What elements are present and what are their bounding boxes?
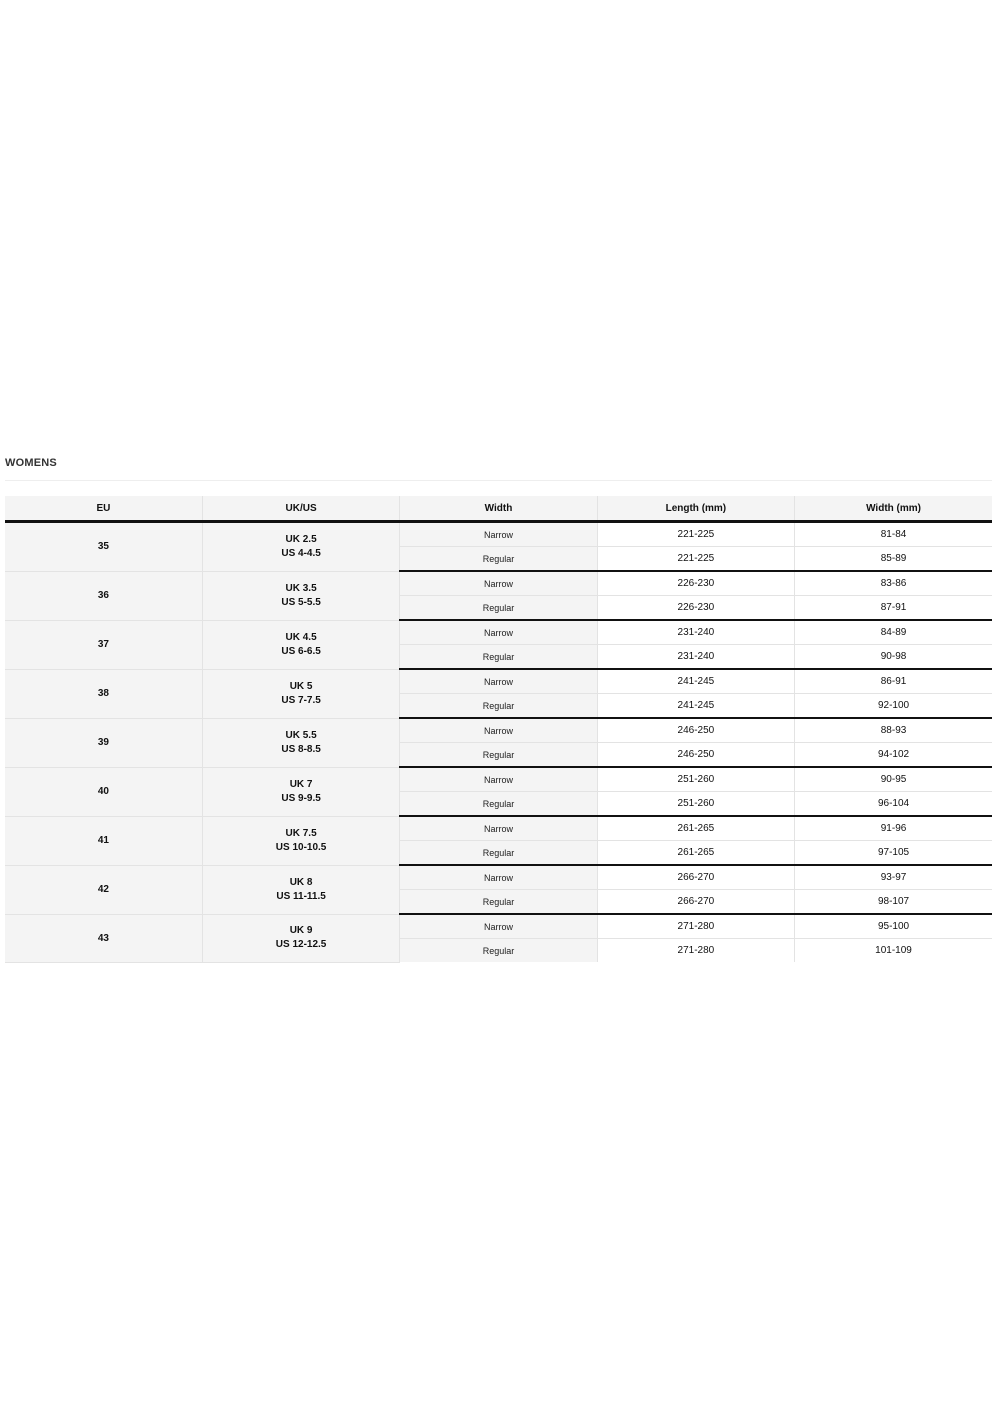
- width-type-cell: Regular: [400, 939, 597, 963]
- table-row: [5, 718, 992, 743]
- width-type-cell: Narrow: [400, 522, 597, 547]
- width-mm-cell: 86-91: [795, 669, 992, 694]
- length-mm-cell: 241-245: [597, 694, 794, 719]
- us-size: US 9-9.5: [281, 792, 321, 804]
- length-mm-cell: 221-225: [597, 522, 794, 547]
- uk-size: UK 4.5: [285, 631, 317, 643]
- section-title: WOMENS: [5, 457, 57, 469]
- width-type-cell: Narrow: [400, 816, 597, 841]
- length-mm-cell: 251-260: [597, 792, 794, 817]
- eu-size-cell: 42: [5, 865, 202, 914]
- width-mm-cell: 92-100: [795, 694, 992, 719]
- header-eu: EU: [5, 496, 202, 522]
- length-mm-cell: 221-225: [597, 547, 794, 572]
- us-size: US 11-11.5: [276, 890, 326, 902]
- uk-us-size-cell: [202, 865, 399, 914]
- uk-size: UK 8: [289, 876, 313, 888]
- uk-size: UK 2.5: [285, 533, 317, 545]
- size-chart-table: [5, 496, 992, 963]
- header-width-mm: Width (mm): [795, 496, 992, 522]
- length-mm-cell: 246-250: [597, 718, 794, 743]
- uk-us-size-cell: [202, 522, 399, 572]
- width-mm-cell: 88-93: [795, 718, 992, 743]
- length-mm-cell: 266-270: [597, 890, 794, 915]
- table-row: [5, 767, 992, 792]
- width-mm-cell: 90-95: [795, 767, 992, 792]
- width-mm-cell: 85-89: [795, 547, 992, 572]
- uk-us-size-cell: [202, 914, 399, 962]
- length-mm-cell: 241-245: [597, 669, 794, 694]
- length-mm-cell: 231-240: [597, 645, 794, 670]
- width-mm-cell: 98-107: [795, 890, 992, 915]
- table-row: [5, 914, 992, 939]
- width-type-cell: Regular: [400, 547, 597, 572]
- width-type-cell: Regular: [400, 841, 597, 866]
- width-mm-cell: 83-86: [795, 571, 992, 596]
- us-size: US 4-4.5: [281, 547, 321, 559]
- width-mm-cell: 97-105: [795, 841, 992, 866]
- width-mm-cell: 87-91: [795, 596, 992, 621]
- uk-size: UK 5.5: [285, 729, 317, 741]
- width-type-cell: Narrow: [400, 620, 597, 645]
- eu-size-cell: 35: [5, 522, 202, 572]
- width-mm-cell: 81-84: [795, 522, 992, 547]
- us-size: US 12-12.5: [275, 939, 327, 950]
- us-size: US 10-10.5: [275, 841, 327, 853]
- uk-us-size-cell: [202, 816, 399, 865]
- width-type-cell: Regular: [400, 890, 597, 915]
- table-row: [5, 571, 992, 596]
- width-type-cell: Narrow: [400, 571, 597, 596]
- length-mm-cell: 251-260: [597, 767, 794, 792]
- length-mm-cell: 266-270: [597, 865, 794, 890]
- eu-size-cell: 41: [5, 816, 202, 865]
- length-mm-cell: 231-240: [597, 620, 794, 645]
- width-type-cell: Narrow: [400, 718, 597, 743]
- eu-size-cell: 43: [5, 914, 202, 962]
- us-size: US 8-8.5: [281, 743, 321, 755]
- width-mm-cell: 95-100: [795, 914, 992, 939]
- width-type-cell: Narrow: [400, 914, 597, 939]
- table-row: [5, 620, 992, 645]
- uk-size: UK 7.5: [285, 827, 317, 839]
- width-mm-cell: 90-98: [795, 645, 992, 670]
- width-type-cell: Regular: [400, 645, 597, 670]
- us-size: US 6-6.5: [281, 645, 321, 657]
- width-mm-cell: 84-89: [795, 620, 992, 645]
- uk-us-size-cell: [202, 571, 399, 620]
- length-mm-cell: 271-280: [597, 914, 794, 939]
- us-size: US 5-5.5: [281, 596, 321, 608]
- eu-size-cell: 36: [5, 571, 202, 620]
- uk-us-size-cell: [202, 718, 399, 767]
- length-mm-cell: 226-230: [597, 596, 794, 621]
- length-mm-cell: 271-280: [597, 939, 794, 963]
- table-row: [5, 865, 992, 890]
- eu-size-cell: 37: [5, 620, 202, 669]
- title-divider: [5, 480, 992, 481]
- table-row: [5, 522, 992, 547]
- width-mm-cell: 101-109: [795, 939, 992, 963]
- header-uk-us: UK/US: [202, 496, 399, 522]
- eu-size-cell: 38: [5, 669, 202, 718]
- eu-size-cell: 39: [5, 718, 202, 767]
- table-row: [5, 669, 992, 694]
- width-mm-cell: 91-96: [795, 816, 992, 841]
- table-row: [5, 816, 992, 841]
- length-mm-cell: 246-250: [597, 743, 794, 768]
- width-type-cell: Regular: [400, 743, 597, 768]
- uk-us-size-cell: [202, 767, 399, 816]
- uk-us-size-cell: [202, 669, 399, 718]
- uk-size: UK 7: [289, 778, 313, 790]
- header-length-mm: Length (mm): [597, 496, 794, 522]
- width-type-cell: Narrow: [400, 767, 597, 792]
- width-mm-cell: 93-97: [795, 865, 992, 890]
- uk-size: UK 5: [289, 680, 313, 692]
- table-header-row: [5, 496, 992, 522]
- width-type-cell: Regular: [400, 596, 597, 621]
- uk-size: UK 3.5: [285, 582, 317, 594]
- header-width: Width: [400, 496, 597, 522]
- length-mm-cell: 261-265: [597, 816, 794, 841]
- us-size: US 7-7.5: [281, 694, 321, 706]
- width-type-cell: Regular: [400, 694, 597, 719]
- eu-size-cell: 40: [5, 767, 202, 816]
- length-mm-cell: 226-230: [597, 571, 794, 596]
- table-body: [5, 522, 992, 963]
- uk-us-size-cell: [202, 620, 399, 669]
- width-mm-cell: 94-102: [795, 743, 992, 768]
- width-type-cell: Narrow: [400, 865, 597, 890]
- width-type-cell: Regular: [400, 792, 597, 817]
- width-type-cell: Narrow: [400, 669, 597, 694]
- width-mm-cell: 96-104: [795, 792, 992, 817]
- length-mm-cell: 261-265: [597, 841, 794, 866]
- uk-size: UK 9: [289, 925, 313, 936]
